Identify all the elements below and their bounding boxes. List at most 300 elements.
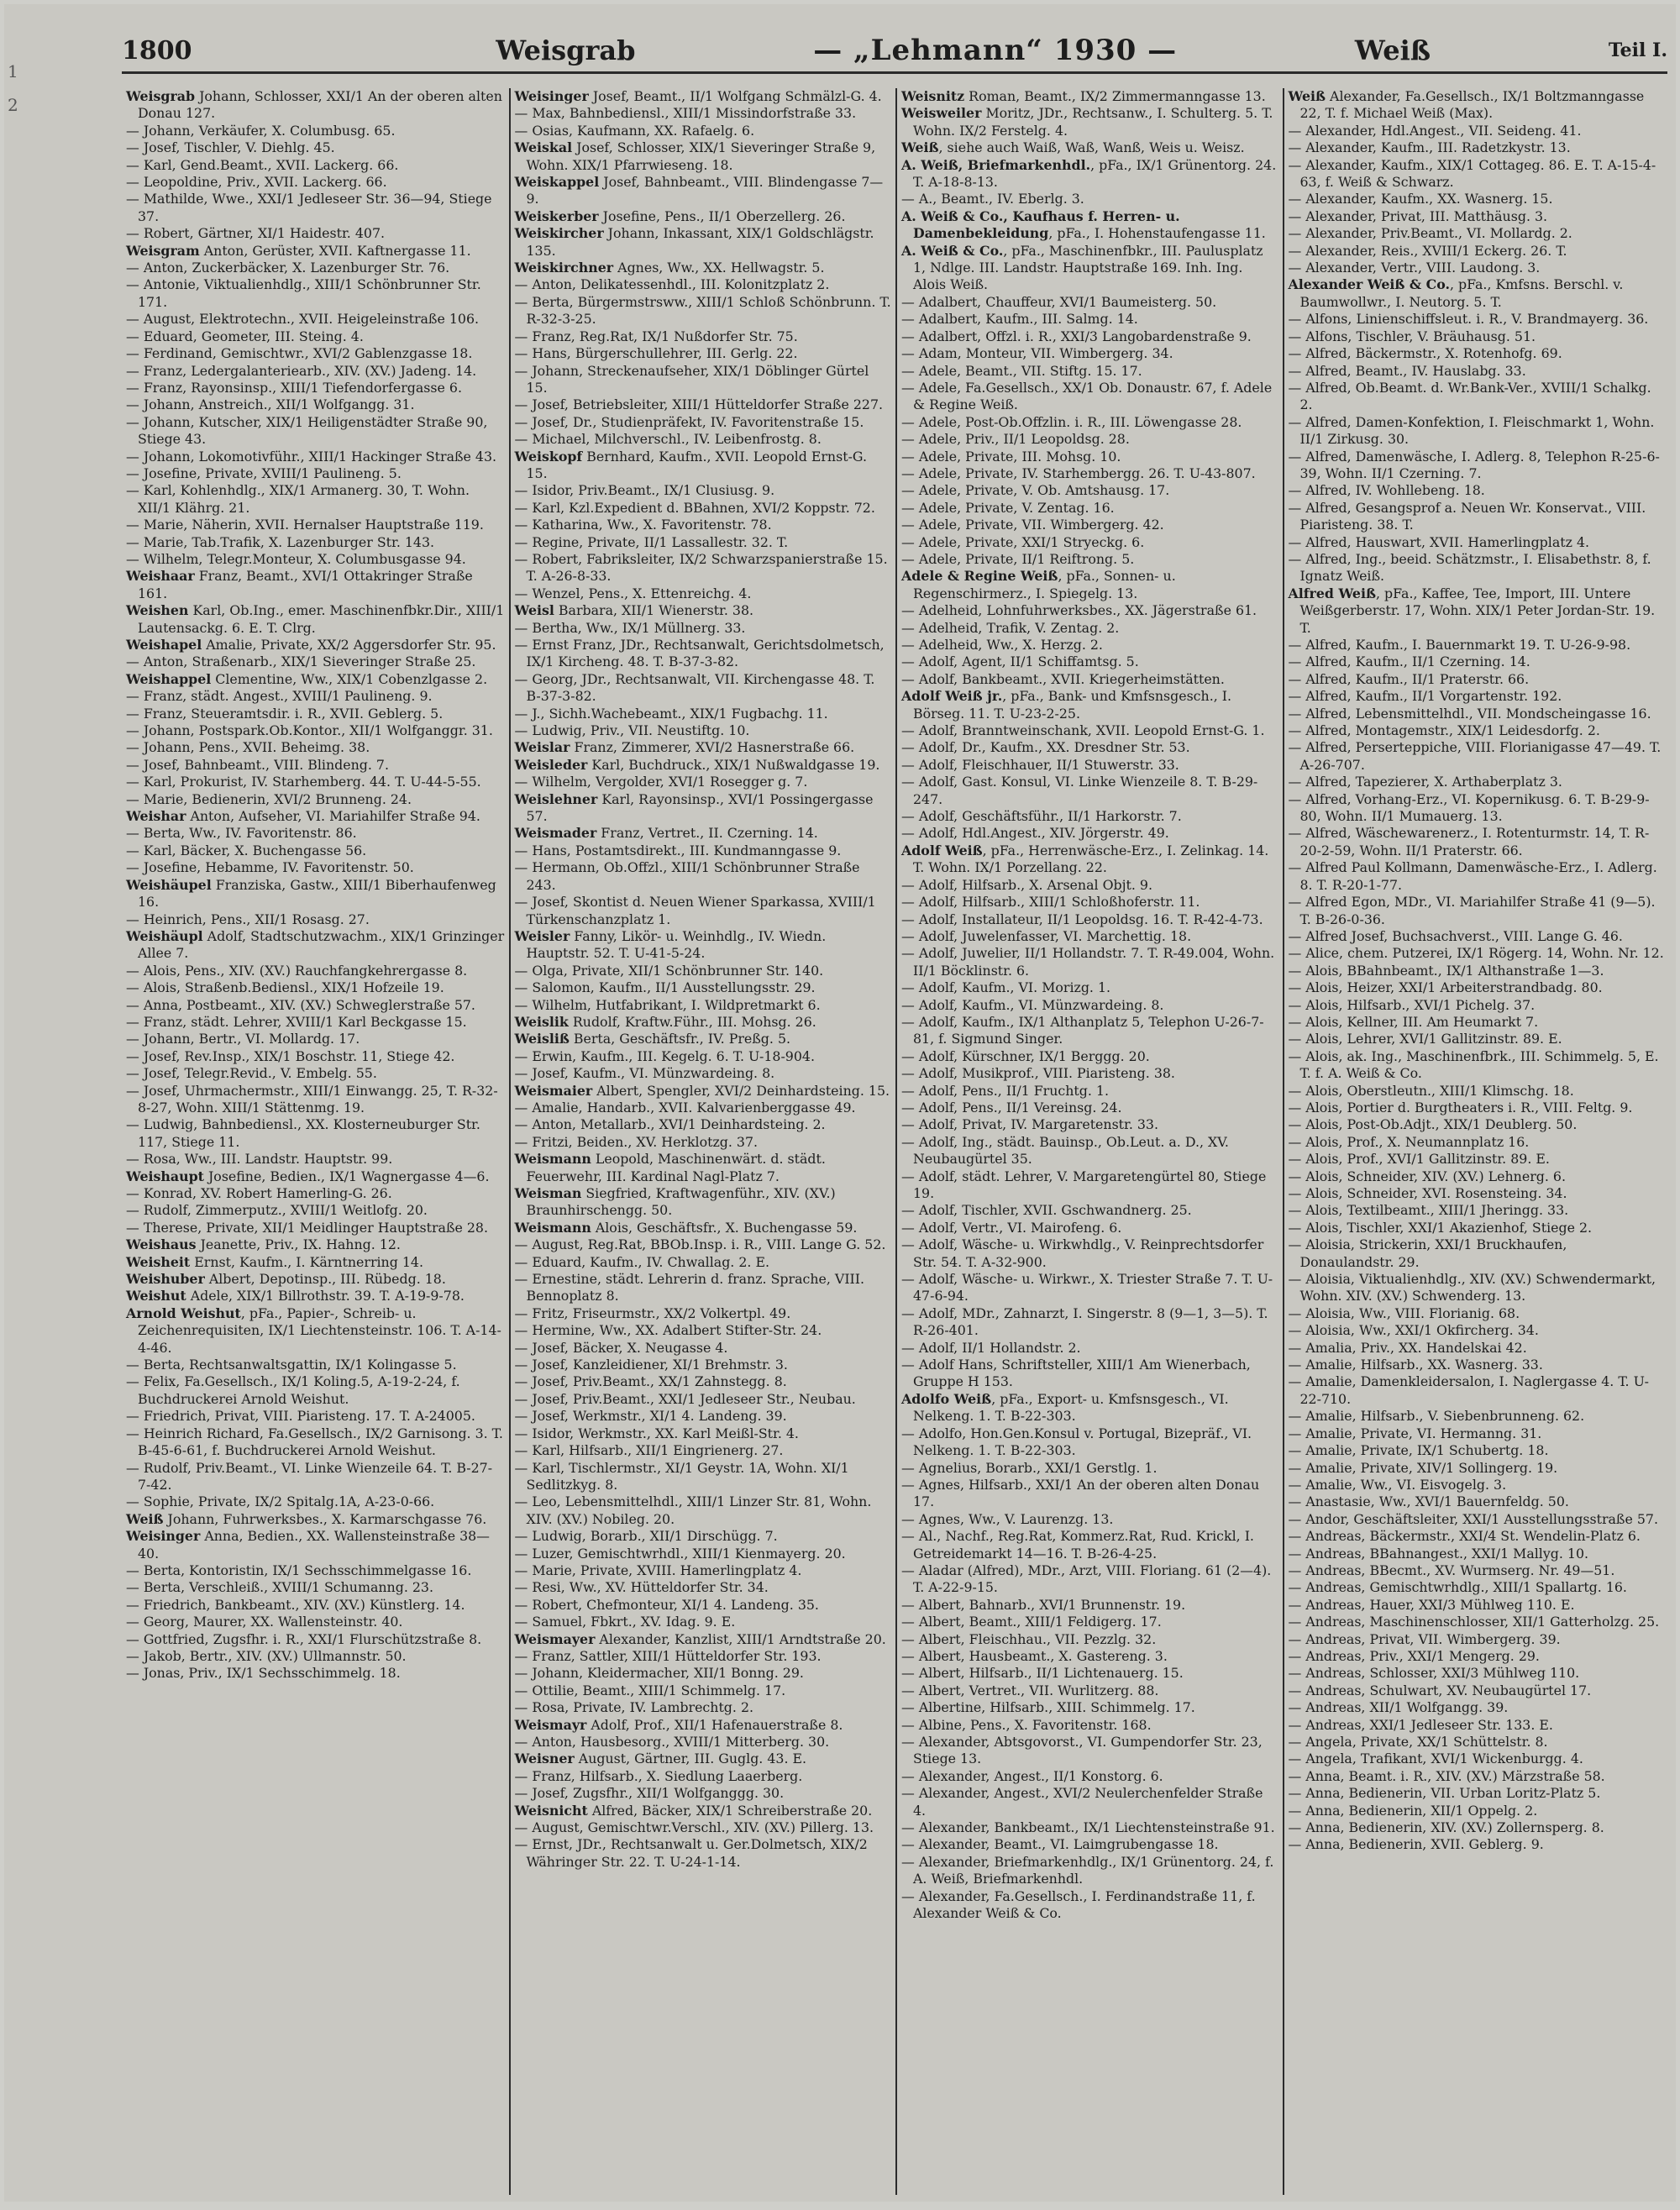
entry-text: Ernst, Kaufm., I. Kärntnerring 14. — [190, 1253, 423, 1270]
directory-entry — [126, 1373, 505, 1408]
entry-text: — Adelheid, Trafik, V. Zentag. 2. — [901, 619, 1120, 636]
directory-entry — [515, 1014, 892, 1031]
entry-text: — Heinrich Richard, Fa.Gesellsch., IX/2 Garnisong. 3. T. B-45-6-61, f. Buchdruckerei Arnold Weishut. — [126, 1425, 503, 1459]
entry-text: — August, Gemischtwr.Verschl., XIV. (XV.) Pillerg. 13. — [514, 1819, 874, 1836]
directory-entry — [126, 1665, 505, 1682]
directory-entry — [1289, 979, 1666, 996]
directory-entry — [515, 123, 892, 139]
directory-entry — [515, 1100, 892, 1116]
directory-entry — [1289, 1220, 1666, 1236]
entry-text: Amalie, Private, XX/2 Aggersdorfer Str. 95. — [202, 637, 496, 653]
entry-text: — Hermann, Ob.Offzl., XIII/1 Schönbrunner Straße 243. — [514, 859, 860, 893]
directory-entry — [901, 105, 1278, 139]
entry-text: — Aloisia, Viktualienhdlg., XIV. (XV.) Schwendermarkt, Wohn. XIV. (XV.) Schwenderg. 13. — [1288, 1271, 1656, 1304]
directory-entry — [126, 311, 505, 328]
directory-entry — [901, 945, 1278, 979]
directory-entry — [1289, 945, 1666, 962]
entry-text: — Albert, Beamt., XIII/1 Feldigerg. 17. — [901, 1614, 1162, 1630]
directory-entry — [1289, 1168, 1666, 1185]
entry-text: — Ottilie, Beamt., XIII/1 Schimmelg. 17. — [514, 1682, 786, 1698]
entry-text: — Aloisia, Ww., VIII. Florianig. 68. — [1288, 1304, 1520, 1321]
entry-text: — Gottfried, Zugsfhr. i. R., XXI/1 Flurschützstraße 8. — [126, 1630, 482, 1647]
directory-entry — [901, 1425, 1278, 1460]
directory-entry — [515, 1785, 892, 1802]
entry-text: — Alexander, Fa.Gesellsch., I. Ferdinandstraße 11, f. Alexander Weiß & Co. — [901, 1887, 1256, 1922]
entry-text: — Johann, Anstreich., XII/1 Wolfgangg. 31. — [126, 396, 415, 413]
entry-surname: Weishappel — [126, 670, 212, 687]
entry-text: — Alois, Schneider, XVI. Rosensteing. 34. — [1288, 1185, 1567, 1201]
entry-text: — Katharina, Ww., X. Favoritenstr. 78. — [514, 517, 772, 533]
entry-text: Clementine, Ww., XIX/1 Cobenzlgasse 2. — [211, 670, 488, 687]
directory-entry — [1289, 1768, 1666, 1785]
header-left-word: Weisgrab — [496, 34, 636, 66]
directory-entry — [515, 1065, 892, 1082]
directory-entry — [1289, 1717, 1666, 1734]
entry-text: — Anton, Zuckerbäcker, X. Lazenburger Str. 76. — [126, 260, 450, 276]
directory-entry — [1289, 1185, 1666, 1202]
entry-text: , pFa., Herrenwäsche-Erz., I. Zelinkag. 14. T. Wohn. IX/1 Porzellang. 22. — [913, 842, 1269, 876]
directory-entry — [901, 1785, 1278, 1819]
directory-entry — [1289, 1631, 1666, 1648]
entry-text: Albert, Spengler, XVI/2 Deinhardsteing. 15. — [592, 1082, 890, 1099]
directory-entry — [515, 1408, 892, 1425]
entry-text: — Agnes, Hilfsarb., XXI/1 An der oberen alten Donau 17. — [901, 1476, 1260, 1510]
directory-entry — [901, 671, 1278, 688]
directory-entry — [1289, 1699, 1666, 1716]
directory-entry — [1289, 1116, 1666, 1133]
entry-surname: Adolf Weiß jr. — [901, 688, 1003, 705]
directory-entry — [1289, 1151, 1666, 1168]
entry-text: — Alfred, Hauswart, XVII. Hamerlingplatz 4. — [1288, 533, 1590, 550]
entry-text: — Josef, Werkmstr., XI/1 4. Landeng. 39. — [514, 1408, 787, 1425]
entry-text: — Adolf, Agent, II/1 Schiffamtsg. 5. — [901, 654, 1139, 670]
entry-text: — Amalie, Hilfsarb., V. Siebenbrunneng. 62. — [1288, 1408, 1585, 1425]
entry-surname: Weisl — [514, 602, 554, 619]
entry-text: — Alfred, IV. Wohllebeng. 18. — [1288, 482, 1485, 499]
directory-entry — [126, 654, 505, 670]
directory-entry — [901, 774, 1278, 808]
entry-text: — Max, Bahnbediensl., XIII/1 Missindorfstraße 33. — [514, 105, 857, 122]
entry-text: — Franz, Reg.Rat, IX/1 Nußdorfer Str. 75. — [514, 328, 798, 344]
directory-entry — [515, 1614, 892, 1630]
directory-entry — [1289, 363, 1666, 380]
directory-entry — [1289, 928, 1666, 945]
entry-text: — Adolf, Privat, IV. Margaretenstr. 33. — [901, 1116, 1159, 1133]
directory-entry — [515, 1236, 892, 1253]
directory-entry — [901, 1357, 1278, 1391]
directory-entry — [126, 774, 505, 790]
directory-entry — [515, 1305, 892, 1322]
directory-entry — [126, 1236, 505, 1253]
entry-text: — Josef, Bahnbeamt., VIII. Blindeng. 7. — [126, 756, 390, 773]
directory-entry — [126, 706, 505, 722]
entry-text: — Josef, Skontist d. Neuen Wiener Sparkassa, XVIII/1 Türkenschanzplatz 1. — [514, 894, 876, 927]
directory-entry — [901, 1699, 1278, 1716]
directory-entry — [515, 1048, 892, 1065]
entry-text: — Alexander, Privat, III. Matthäusg. 3. — [1288, 207, 1548, 224]
entry-surname: Weisweiler — [901, 105, 982, 122]
directory-entry — [1289, 88, 1666, 123]
entry-text: — Angela, Trafikant, XVI/1 Wickenburgg. 4. — [1288, 1751, 1583, 1767]
entry-text: — Alfred, Ob.Beamt. d. Wr.Bank-Ver., XVIII/1 Schalkg. 2. — [1288, 379, 1651, 413]
entry-text: Josef, Schlosser, XIX/1 Sieveringer Straße 9, Wohn. XIX/1 Pfarrwieseng. 18. — [526, 139, 876, 173]
directory-entry — [126, 465, 505, 482]
directory-entry — [126, 157, 505, 174]
entry-text: — A., Beamt., IV. Eberlg. 3. — [901, 191, 1084, 207]
directory-entry — [901, 1083, 1278, 1100]
entry-text: — Adolf, städt. Lehrer, V. Margaretengürtel 80, Stiege 19. — [901, 1168, 1267, 1201]
entry-text: — Marie, Bedienerin, XVI/2 Brunneng. 24. — [126, 790, 412, 807]
directory-entry — [515, 174, 892, 208]
entry-text: Berta, Geschäftsfr., IV. Preßg. 5. — [569, 1031, 791, 1047]
entry-text: Franz, Vertret., II. Czerning. 14. — [596, 825, 818, 842]
entry-text: — Adolf Hans, Schriftsteller, XIII/1 Am Wienerbach, Gruppe H 153. — [901, 1357, 1251, 1390]
directory-entry — [901, 1048, 1278, 1065]
directory-entry — [1289, 225, 1666, 242]
directory-entry — [515, 1442, 892, 1459]
entry-text: — Leo, Lebensmittelhdl., XIII/1 Linzer Str. 81, Wohn. XIV. (XV.) Nobileg. 20. — [514, 1493, 872, 1527]
entry-text: — Andreas, BBecmt., XV. Wurmserg. Nr. 49—51. — [1288, 1562, 1615, 1578]
entry-text: — Anna, Bedienerin, XII/1 Oppelg. 2. — [1288, 1802, 1538, 1819]
directory-entry — [1289, 551, 1666, 585]
entry-text: — Marie, Näherin, XVII. Hernalser Hauptstraße 119. — [126, 517, 484, 533]
directory-entry — [901, 1597, 1278, 1614]
directory-entry — [126, 1511, 505, 1528]
entry-text: — Albertine, Hilfsarb., XIII. Schimmelg. 17. — [901, 1699, 1195, 1716]
entry-text: — Alois, Schneider, XIV. (XV.) Lehnerg. 6. — [1288, 1168, 1566, 1184]
entry-text: — Karl, Prokurist, IV. Starhemberg. 44. T. U-44-5-55. — [126, 774, 481, 790]
entry-text: — Alois, Pens., XIV. (XV.) Rauchfangkehrergasse 8. — [126, 962, 468, 979]
entry-text: Alexander, Fa.Gesellsch., IX/1 Boltzmanngasse 22, T. f. Michael Weiß (Max). — [1299, 88, 1645, 122]
directory-entry — [1289, 1134, 1666, 1151]
entry-surname: Weishar — [126, 808, 186, 825]
entry-text: — Adolf, Kaufm., VI. Morizg. 1. — [901, 979, 1111, 996]
directory-entry — [1289, 449, 1666, 483]
directory-entry — [515, 722, 892, 739]
entry-text: — Samuel, Fbkrt., XV. Idag. 9. E. — [514, 1614, 736, 1630]
entry-text: — Alfred Josef, Buchsachverst., VIII. Lange G. 46. — [1288, 927, 1623, 944]
entry-text: Franz, Zimmerer, XVI/2 Hasnerstraße 66. — [570, 739, 855, 756]
entry-text: — Alexander, Reis., XVIII/1 Eckerg. 26. T. — [1288, 242, 1567, 259]
entry-text: — Alfred, Gesangsprof a. Neuen Wr. Konservat., VIII. Piaristeng. 38. T. — [1288, 499, 1646, 533]
entry-surname: Weishaus — [126, 1236, 197, 1253]
entry-text: Bernhard, Kaufm., XVII. Leopold Ernst-G. 15. — [526, 448, 867, 481]
entry-text: — Isidor, Priv.Beamt., IX/1 Clusiusg. 9. — [514, 482, 775, 499]
entry-text: — August, Elektrotechn., XVII. Heigeleinstraße 106. — [126, 311, 480, 328]
entry-text: — Adolf, Geschäftsführ., II/1 Harkorstr. 7. — [901, 808, 1182, 825]
entry-text: — Alfred, Montagemstr., XIX/1 Leidesdorfg. 2. — [1288, 722, 1600, 739]
directory-entry — [901, 243, 1278, 294]
entry-text: — Robert, Fabriksleiter, IX/2 Schwarzspanierstraße 15. T. A-26-8-33. — [514, 550, 888, 585]
entry-text: — Adalbert, Chauffeur, XVI/1 Baumeisterg. 50. — [901, 293, 1217, 310]
directory-entry — [126, 688, 505, 705]
directory-entry — [515, 139, 892, 174]
entry-text: Adolf, Prof., XII/1 Hafenauerstraße 8. — [586, 1716, 843, 1733]
directory-entry — [126, 825, 505, 842]
entry-text: — Berta, Verschleiß., XVIII/1 Schumanng. 23. — [126, 1579, 433, 1596]
directory-entry — [515, 328, 892, 345]
directory-entry — [126, 363, 505, 380]
entry-text: Rudolf, Kraftw.Führ., III. Mohsg. 26. — [568, 1013, 816, 1030]
entry-text: — Alexander, Abtsgovorst., VI. Gumpendorfer Str. 23, Stiege 13. — [901, 1734, 1263, 1767]
entry-text: — J., Sichh.Wachebeamt., XIX/1 Fugbachg. 11. — [514, 705, 828, 722]
entry-text: — Josefine, Private, XVIII/1 Paulineng. 5. — [126, 465, 402, 481]
directory-entry — [126, 997, 505, 1014]
directory-entry — [1289, 1734, 1666, 1751]
entry-text: — Anna, Bedienerin, VII. Urban Loritz-Platz 5. — [1288, 1785, 1601, 1802]
entry-text: — Adolf, Kaufm., IX/1 Althanplatz 5, Telephon U-26-7-81, f. Sigmund Singer. — [901, 1013, 1264, 1047]
directory-entry — [1289, 311, 1666, 328]
entry-surname: Weishapel — [126, 637, 202, 653]
directory-entry — [126, 1254, 505, 1271]
directory-entry — [901, 1631, 1278, 1648]
directory-entry — [901, 637, 1278, 654]
entry-text: — Alice, chem. Putzerei, IX/1 Rögerg. 14, Wohn. Nr. 12. — [1288, 945, 1664, 962]
directory-entry — [901, 620, 1278, 637]
directory-entry — [1289, 482, 1666, 499]
directory-entry — [901, 500, 1278, 517]
entry-text: — Resi, Ww., XV. Hütteldorfer Str. 34. — [514, 1579, 769, 1596]
directory-entry — [1289, 243, 1666, 260]
directory-entry — [515, 997, 892, 1014]
entry-text: — Alexander, Bankbeamt., IX/1 Liechtensteinstraße 91. — [901, 1819, 1275, 1836]
directory-entry — [515, 1185, 892, 1220]
entry-text: — Georg, JDr., Rechtsanwalt, VII. Kirchengasse 48. T. B-37-3-82. — [514, 670, 875, 705]
entry-text: — Alfred, Tapezierer, X. Arthaberplatz 3. — [1288, 774, 1562, 790]
directory-entry — [515, 894, 892, 928]
directory-entry — [515, 1322, 892, 1339]
entry-text: — Georg, Maurer, XX. Wallensteinstr. 40. — [126, 1614, 403, 1630]
entry-surname: Weislehner — [514, 790, 598, 807]
entry-text: — Ferdinand, Gemischtwr., XVI/2 Gablenzgasse 18. — [126, 345, 473, 362]
directory-entry — [1289, 191, 1666, 207]
entry-text: — Albert, Fleischhau., VII. Pezzlg. 32. — [901, 1630, 1157, 1647]
entry-surname: Weislar — [514, 739, 570, 756]
entry-text: Alfred, Bäcker, XIX/1 Schreiberstraße 20. — [587, 1802, 873, 1819]
directory-entry — [515, 1357, 892, 1373]
entry-text: — Adolf, Vertr., VI. Mairofeng. 6. — [901, 1219, 1122, 1236]
entry-text: — Johann, Postspark.Ob.Kontor., XII/1 Wolfganggr. 31. — [126, 722, 493, 739]
entry-text: — Anton, Delikatessenhdl., III. Kolonitzplatz 2. — [514, 276, 830, 293]
entry-surname: Weismader — [514, 825, 597, 842]
entry-surname: Weishen — [126, 602, 189, 619]
directory-entry — [1289, 722, 1666, 739]
entry-text: — Andreas, Bäckermstr., XXI/4 St. Wendelin-Platz 6. — [1288, 1528, 1641, 1545]
entry-text: — Al., Nachf., Reg.Rat, Kommerz.Rat, Rud. Krickl, I. Getreidemarkt 14—16. T. B-26-4-25. — [901, 1528, 1254, 1562]
directory-entry — [515, 1460, 892, 1494]
entry-text: — Agnes, Ww., V. Laurenzg. 13. — [901, 1510, 1114, 1527]
directory-entry — [1289, 1340, 1666, 1357]
directory-entry — [515, 1836, 892, 1871]
entry-surname: A. Weiß, Briefmarkenhdl. — [901, 156, 1091, 173]
entry-text: , pFa., Kmfsns. Berschl. v. Baumwollwr., I. Neutorg. 5. T. — [1299, 276, 1624, 310]
entry-surname: Weisinger — [126, 1528, 201, 1545]
page-header — [122, 29, 1667, 74]
entry-surname: Weisnicht — [514, 1802, 588, 1819]
entry-text: , pFa., I. Hohenstaufengasse 11. — [1048, 225, 1266, 242]
directory-entry — [901, 1768, 1278, 1785]
entry-text: — Alfred, Lebensmittelhdl., VII. Mondscheingasse 16. — [1288, 705, 1651, 722]
directory-entry — [901, 191, 1278, 207]
entry-text: — Amalie, Private, XIV/1 Sollingerg. 19. — [1288, 1459, 1558, 1476]
entry-surname: Weishaupt — [126, 1168, 204, 1184]
directory-entry — [126, 88, 505, 123]
directory-entry — [515, 843, 892, 859]
entry-text: — Andreas, Schlosser, XXI/3 Mühlweg 110. — [1288, 1665, 1580, 1682]
directory-entry — [126, 1220, 505, 1236]
entry-surname: Weishuber — [126, 1271, 205, 1288]
entry-surname: Adolf Weiß — [901, 842, 983, 858]
entry-text: — Sophie, Private, IX/2 Spitalg.1A, A-23-0-66. — [126, 1493, 435, 1510]
directory-entry — [901, 1460, 1278, 1477]
directory-entry — [515, 1717, 892, 1734]
directory-entry — [126, 345, 505, 362]
directory-entry — [1289, 1425, 1666, 1442]
directory-entry — [515, 345, 892, 362]
entry-text: Karl, Rayonsinsp., XVI/1 Possingergasse 57. — [526, 790, 874, 825]
entry-text: — Adolfo, Hon.Gen.Konsul v. Portugal, Bizepräf., VI. Nelkeng. 1. T. B-22-303. — [901, 1425, 1252, 1459]
entry-text: — Adalbert, Offzl. i. R., XXI/3 Langobardenstraße 9. — [901, 328, 1252, 344]
entry-text: Johann, Inkassant, XIX/1 Goldschlägstr. 135. — [526, 225, 874, 259]
entry-text: — Bertha, Ww., IX/1 Müllnerg. 33. — [514, 619, 746, 636]
entry-text: — Alexander, Briefmarkenhdlg., IX/1 Grünentorg. 24, f. A. Weiß, Briefmarkenhdl. — [901, 1853, 1274, 1887]
entry-text: — Alexander, Beamt., VI. Laimgrubengasse 18. — [901, 1836, 1219, 1853]
entry-text: , pFa., Export- u. Kmfsnsgesch., VI. Nelkeng. 1. T. B-22-303. — [913, 1390, 1229, 1425]
directory-entry — [1289, 276, 1666, 311]
entry-text: — Adele, Private, VII. Wimbergerg. 42. — [901, 517, 1164, 533]
directory-entry — [515, 1665, 892, 1682]
entry-text: — Adele, Priv., II/1 Leopoldsg. 28. — [901, 431, 1130, 448]
entry-text: Josef, Beamt., II/1 Wolfgang Schmälzl-G. 4. — [588, 88, 882, 104]
entry-text: — Heinrich, Pens., XII/1 Rosasg. 27. — [126, 911, 370, 927]
directory-entry — [1289, 1528, 1666, 1545]
entry-text: Roman, Beamt., IX/2 Zimmermanngasse 13. — [964, 88, 1266, 104]
directory-entry — [901, 1819, 1278, 1836]
directory-entry — [901, 877, 1278, 894]
entry-text: — Hans, Bürgerschullehrer, III. Gerlg. 22. — [514, 345, 798, 362]
entry-surname: Weismayr — [514, 1716, 587, 1733]
directory-entry — [1289, 1442, 1666, 1459]
entry-text: — Alexander, Priv.Beamt., VI. Mollardg. 2. — [1288, 225, 1572, 242]
directory-entry — [126, 1083, 505, 1117]
directory-entry — [1289, 1477, 1666, 1493]
entry-text: Josef, Bahnbeamt., VIII. Blindengasse 7—9. — [526, 174, 884, 207]
entry-surname: Weiskal — [514, 139, 573, 156]
entry-text: — Adele, Fa.Gesellsch., XX/1 Ob. Donaustr. 67, f. Adele & Regine Weiß. — [901, 379, 1273, 413]
entry-text: — Adolf, Pens., II/1 Fruchtg. 1. — [901, 1082, 1109, 1099]
directory-entry — [515, 517, 892, 533]
entry-text: — Adele, Beamt., VII. Stiftg. 15. 17. — [901, 362, 1142, 379]
entry-surname: Weismann — [514, 1151, 591, 1168]
directory-entry — [515, 774, 892, 790]
directory-entry — [126, 671, 505, 688]
directory-entry — [901, 602, 1278, 619]
entry-text: — Alfred, Vorhang-Erz., VI. Kopernikusg. 6. T. B-29-9-80, Wohn. II/1 Mumauerg. 13. — [1288, 790, 1650, 825]
directory-entry — [126, 1648, 505, 1665]
entry-text: — Alois, Oberstleutn., XIII/1 Klimschg. 18. — [1288, 1082, 1574, 1099]
entry-text: — Andreas, Priv., XXI/1 Mengerg. 29. — [1288, 1647, 1540, 1664]
directory-entry — [126, 928, 505, 963]
directory-entry — [901, 414, 1278, 431]
entry-text: — Marie, Tab.Trafik, X. Lazenburger Str. 143. — [126, 533, 435, 550]
directory-entry — [515, 431, 892, 448]
entry-text: , pFa., Papier-, Schreib- u. Zeichenrequisiten, IX/1 Liechtensteinstr. 106. T. A-14-4-46. — [138, 1304, 501, 1356]
entry-surname: Weismann — [514, 1219, 591, 1236]
directory-entry — [126, 1271, 505, 1288]
directory-entry — [126, 1408, 505, 1425]
directory-entry — [126, 791, 505, 808]
directory-entry — [1289, 1100, 1666, 1116]
directory-entry — [901, 1116, 1278, 1133]
entry-text: — Adolf, Musikprof., VIII. Piaristeng. 38. — [901, 1065, 1175, 1082]
entry-surname: Weishäupel — [126, 876, 212, 893]
directory-entry — [515, 363, 892, 397]
entry-text: — Andreas, Schulwart, XV. Neubaugürtel 17. — [1288, 1682, 1592, 1698]
entry-surname: Weisler — [514, 927, 570, 944]
entry-text: Anton, Aufseher, VI. Mariahilfer Straße 94. — [186, 808, 480, 825]
directory-entry — [515, 1373, 892, 1390]
entry-text: — Adolf, Ing., städt. Bauinsp., Ob.Leut. a. D., XV. Neubaugürtel 35. — [901, 1133, 1229, 1168]
entry-text: Franz, Beamt., XVI/1 Ottakringer Straße 161. — [138, 568, 473, 601]
entry-text: — Amalie, Private, VI. Hermanng. 31. — [1288, 1425, 1542, 1441]
entry-surname: Arnold Weishut — [126, 1304, 241, 1321]
directory-entry — [901, 1836, 1278, 1853]
directory-entry — [1289, 774, 1666, 790]
entry-text: — Wilhelm, Hutfabrikant, I. Wildpretmarkt 6. — [514, 996, 821, 1013]
directory-entry — [1289, 260, 1666, 276]
entry-text: — Andreas, Privat, VII. Wimbergerg. 39. — [1288, 1630, 1561, 1647]
entry-text: — Alois, Hilfsarb., XVI/1 Pichelg. 37. — [1288, 996, 1536, 1013]
directory-entry — [901, 722, 1278, 739]
directory-entry — [126, 328, 505, 345]
directory-entry — [1289, 1271, 1666, 1305]
directory-entry — [515, 602, 892, 619]
directory-entry — [515, 1134, 892, 1151]
directory-entry — [126, 637, 505, 654]
entry-text: — Hermine, Ww., XX. Adalbert Stifter-Str. 24. — [514, 1322, 822, 1339]
directory-entry — [126, 1357, 505, 1373]
directory-entry — [1289, 1357, 1666, 1373]
directory-entry — [1289, 1614, 1666, 1630]
directory-entry — [515, 1254, 892, 1271]
directory-entry — [901, 328, 1278, 345]
directory-entry — [901, 1562, 1278, 1597]
entry-text: — Adele, Private, III. Mohsg. 10. — [901, 448, 1121, 465]
entry-text: — Johann, Kleidermacher, XII/1 Bonng. 29. — [514, 1665, 804, 1682]
directory-entry — [126, 568, 505, 602]
entry-surname: Weishaar — [126, 568, 195, 585]
section-label: Teil I. — [1608, 39, 1667, 61]
entry-text: — Franz, Steueramtsdir. i. R., XVII. Geblerg. 5. — [126, 705, 444, 722]
entry-surname: Weishäupl — [126, 927, 203, 944]
entry-text: August, Gärtner, III. Guglg. 43. E. — [574, 1751, 807, 1767]
directory-entry — [901, 808, 1278, 825]
entry-text: — Josef, Priv.Beamt., XX/1 Zahnstegg. 8. — [514, 1373, 787, 1390]
directory-entry — [126, 602, 505, 637]
entry-surname: Weiß — [901, 139, 939, 156]
entry-text: — Adele, Private, V. Ob. Amtshausg. 17. — [901, 482, 1170, 499]
entry-text: — Luzer, Gemischtwrhdl., XIII/1 Kienmayerg. 20. — [514, 1545, 846, 1562]
entry-text: , siehe auch Waiß, Waß, Wanß, Weis u. Weisz. — [938, 139, 1245, 156]
entry-text: — Adolf, II/1 Hollandstr. 2. — [901, 1339, 1081, 1356]
directory-entry — [515, 859, 892, 894]
entry-text: — Johann, Verkäufer, X. Columbusg. 65. — [126, 122, 396, 139]
entry-text: — Alfred, Bäckermstr., X. Rotenhofg. 69. — [1288, 345, 1562, 362]
entry-text: — Alois, Portier d. Burgtheaters i. R., VIII. Feltg. 9. — [1288, 1099, 1633, 1115]
directory-entry — [126, 1614, 505, 1630]
entry-text: , pFa., Maschinenfbkr., III. Paulusplatz 1, Ndlge. III. Landstr. Hauptstraße 169. Inh. Ing. Alois Weiß. — [913, 242, 1263, 293]
directory-entry — [515, 1682, 892, 1699]
